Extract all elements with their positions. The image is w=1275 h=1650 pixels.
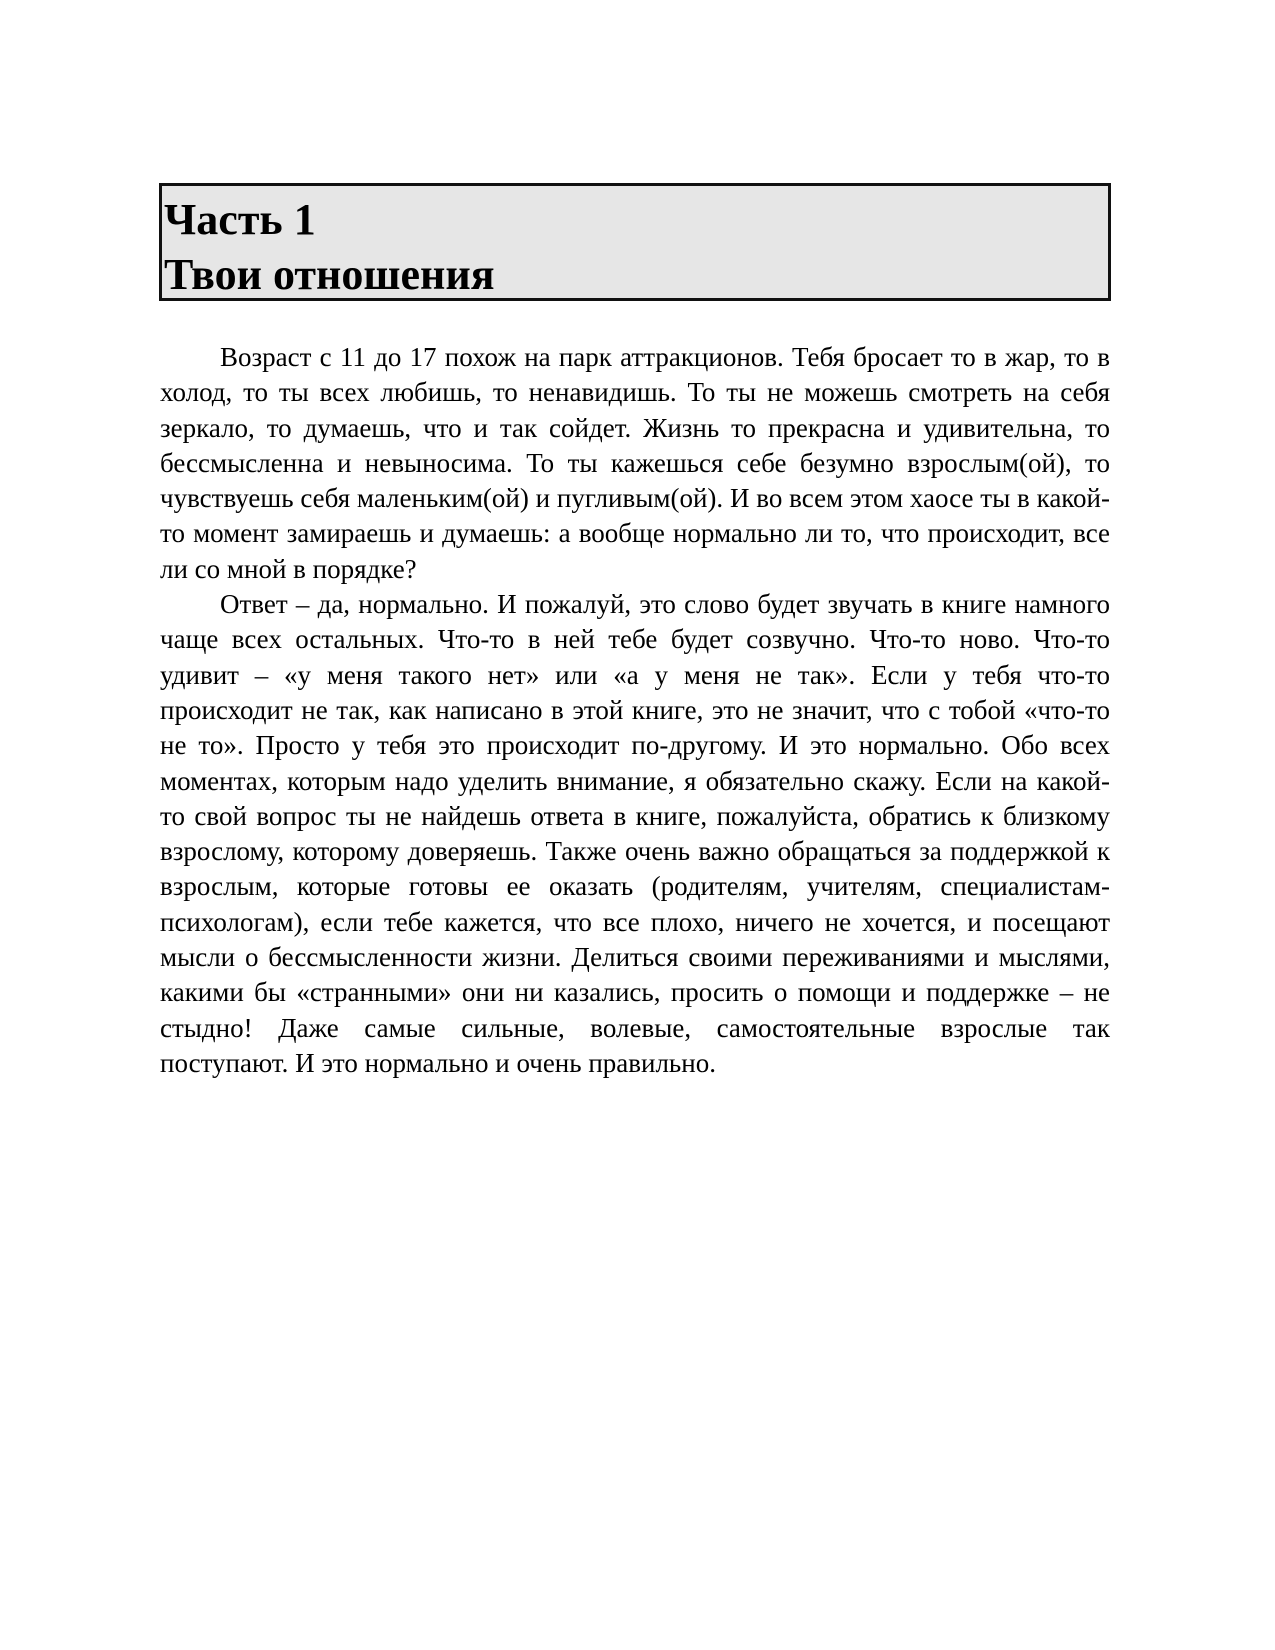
chapter-number: Часть 1	[164, 195, 316, 244]
body-text	[160, 340, 1110, 1081]
chapter-title: Твои отношения	[164, 250, 495, 299]
paragraph: Возраст с 11 до 17 похож на парк аттракционов. Тебя бросает то в жар, то в холод, то ты всех любишь, то ненавидишь. То ты не можешь смотреть на себя зеркало, то думаешь, что и так сойдет. Жизнь то прекрасна и удивительна, то бессмысленна и невыносима. То ты кажешься себе безумно взрослым(ой), то чувствуешь себя маленьким(ой) и пугливым(ой). И во всем этом хаосе ты в какой-то момент замираешь и думаешь: а вообще нормально ли то, что происходит, все ли со мной в порядке?	[160, 342, 1110, 584]
paragraph: Ответ – да, нормально. И пожалуй, это слово будет звучать в книге намного чаще всех остальных. Что-то в ней тебе будет созвучно. Что-то ново. Что-то удивит – «у меня такого нет» или «а у меня не так». Если у тебя что-то происходит не так, как написано в этой книге, это не значит, что с тобой «что-то не то». Просто у тебя это происходит по-другому. И это нормально. Обо всех моментах, которым надо уделить внимание, я обязательно скажу. Если на какой-то свой вопрос ты не найдешь ответа в книге, пожалуйста, обратись к близкому взрослому, которому доверяешь. Также очень важно обращаться за поддержкой к взрослым, которые готовы ее оказать (родителям, учителям, специалистам-психологам), если тебе кажется, что все плохо, ничего не хочется, и посещают мысли о бессмысленности жизни. Делиться своими переживаниями и мыслями, какими бы «странными» они ни казались, просить о помощи и поддержке – не стыдно! Даже самые сильные, волевые, самостоятельные взрослые так поступают. И это нормально и очень правильно.	[160, 589, 1110, 1078]
chapter-heading-box	[159, 183, 1111, 301]
